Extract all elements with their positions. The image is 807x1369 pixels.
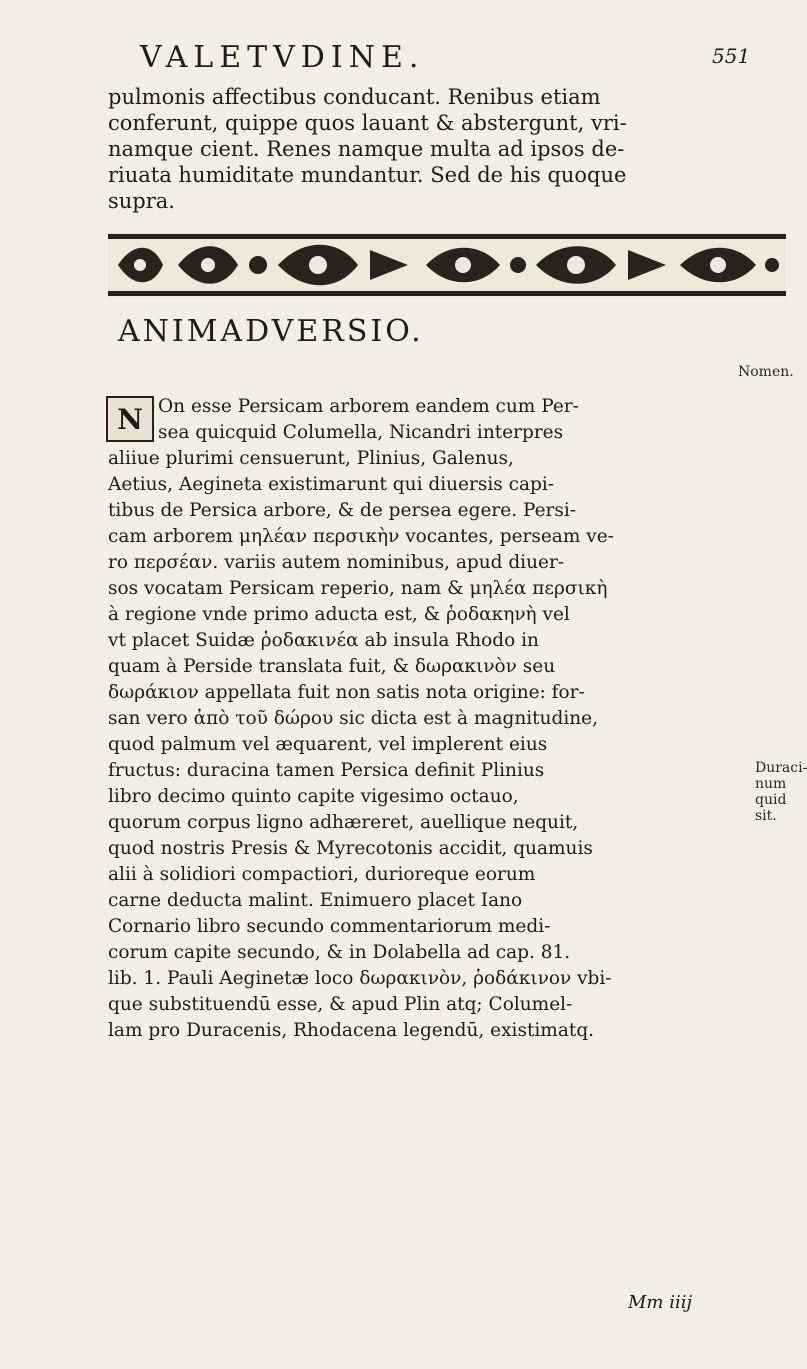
text-line: lib. 1. Pauli Aeginetæ loco δωρακινὸν, ῥοδάκινον vbi- xyxy=(108,968,612,989)
margin-note-duracinum xyxy=(755,760,807,824)
text-line: Cornario libro secundo commentariorum medi- xyxy=(108,916,551,937)
text-line: δωράκιον appellata fuit non satis nota origine: for- xyxy=(108,682,585,703)
margin-note-line: num xyxy=(755,776,787,792)
text-line: que substituendū esse, & apud Plin atq; Columel- xyxy=(108,994,573,1015)
text-line: quod palmum vel æquarent, vel implerent eius xyxy=(108,734,548,755)
text-line: san vero ἀπὸ τοῦ δώρου sic dicta est à magnitudine, xyxy=(108,708,598,729)
section-heading: ANIMADVERSIO. xyxy=(118,314,424,349)
text-line: à regione vnde primo aducta est, & ῥοδακηνὴ vel xyxy=(108,604,570,625)
text-line: libro decimo quinto capite vigesimo octauo, xyxy=(108,786,519,807)
text-line: lam pro Duracenis, Rhodacena legendū, existimatq. xyxy=(108,1020,595,1041)
text-line: fructus: duracina tamen Persica definit Plinius xyxy=(108,760,545,781)
text-line: cam arborem μηλέαν περσικὴν vocantes, perseam ve- xyxy=(108,526,614,547)
text-line: tibus de Persica arbore, & de persea egere. Persi- xyxy=(108,500,577,521)
drop-cap: N xyxy=(106,396,154,442)
text-line: quorum corpus ligno adhæreret, auellique nequit, xyxy=(108,812,579,833)
text-line: sea quicquid Columella, Nicandri interpres xyxy=(158,422,564,443)
body-paragraph xyxy=(108,394,748,1044)
text-line: Aetius, Aegineta existimarunt qui diuersis capi- xyxy=(108,474,555,495)
text-line: corum capite secundo, & in Dolabella ad cap. 81. xyxy=(108,942,571,963)
margin-note-line: Duraci- xyxy=(755,760,807,776)
text-line: aliiue plurimi censuerunt, Plinius, Galenus, xyxy=(108,448,514,469)
text-line: ro περσέαν. variis autem nominibus, apud diuer- xyxy=(108,552,565,573)
woodcut-ornament-icon xyxy=(108,232,786,298)
text-line: On esse Persicam arborem eandem cum Per- xyxy=(158,396,579,417)
text-line: riuata humiditate mundantur. Sed de his quoque xyxy=(108,163,627,187)
margin-note-nomen: Nomen. xyxy=(738,364,794,380)
text-line: namque cient. Renes namque multa ad ipsos de- xyxy=(108,137,625,161)
text-line: pulmonis affectibus conducant. Renibus etiam xyxy=(108,85,601,109)
running-head: VALETVDINE. xyxy=(140,40,425,75)
text-line: conferunt, quippe quos lauant & abstergunt, vri- xyxy=(108,111,627,135)
signature-mark: Mm iiij xyxy=(628,1292,693,1313)
text-line: carne deducta malint. Enimuero placet Iano xyxy=(108,890,523,911)
text-line: quam à Perside translata fuit, & δωρακινὸν seu xyxy=(108,656,556,677)
text-line: vt placet Suidæ ῥοδακινέα ab insula Rhodo in xyxy=(108,630,539,651)
text-line: sos vocatam Persicam reperio, nam & μηλέα περσικὴ xyxy=(108,578,608,599)
page-number: 551 xyxy=(712,44,751,68)
margin-note-line: quid sit. xyxy=(755,792,787,824)
top-paragraph xyxy=(108,84,788,214)
text-line: supra. xyxy=(108,189,175,213)
text-line: quod nostris Presis & Myrecotonis accidit, quamuis xyxy=(108,838,593,859)
text-line: alii à solidiori compactiori, durioreque eorum xyxy=(108,864,536,885)
